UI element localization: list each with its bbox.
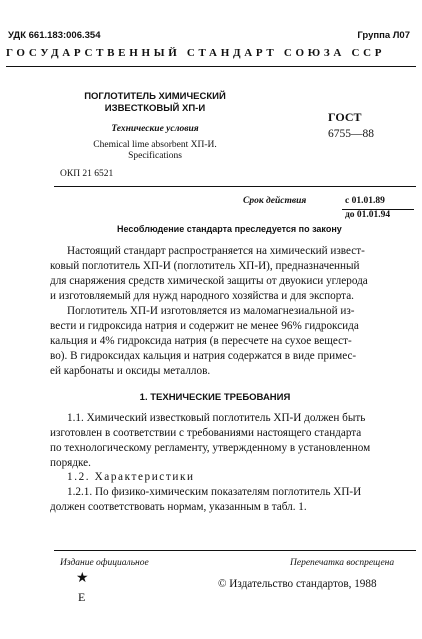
intro-p1-line1: Настоящий стандарт распространяется на химический извест- — [67, 245, 365, 257]
clause-1-1-line2: изготовлен в соответствии с требованиями настоящего стандарта — [50, 427, 362, 439]
english-title-line2: Specifications — [128, 151, 182, 161]
title-divider — [54, 186, 416, 187]
clause-1-1-line1: 1.1. Химический известковый поглотитель ХП-И должен быть — [67, 412, 366, 424]
standard-banner: ГОСУДАРСТВЕННЫЙ СТАНДАРТ СОЮЗА ССР — [6, 47, 386, 59]
intro-p2-line3: кальция и 4% гидроксида натрия (в пересчете на сухое вещест- — [50, 335, 352, 347]
english-title-line1: Chemical lime absorbent ХП-И. — [93, 140, 217, 150]
clause-1-1-line4: порядке. — [50, 457, 91, 469]
star-icon: ★ — [76, 571, 89, 586]
doc-title-line2: ИЗВЕСТКОВЫЙ ХП-И — [104, 103, 206, 114]
intro-p1-line3: для снаряжения средств химической защиты от двуокиси углерода — [50, 275, 368, 287]
validity-from: с 01.01.89 — [345, 196, 385, 206]
group-code: Группа Л07 — [357, 30, 410, 41]
udk-code: УДК 661.183:006.354 — [8, 30, 101, 41]
intro-p2-line1: Поглотитель ХП-И изготовляется из маломагнезиальной из- — [67, 305, 355, 317]
intro-p2-line2: вести и гидроксида натрия и содержит не менее 96% гидроксида — [50, 320, 359, 332]
clause-1-2-1-line2: должен соответствовать нормам, указанным в табл. 1. — [50, 501, 307, 513]
intro-p1-line2: ковый поглотитель ХП-И (поглотитель ХП-И), предназначенный — [50, 260, 360, 272]
clause-1-1-line3: по технологическому регламенту, утвержденному в установленном — [50, 442, 371, 454]
okp-code: ОКП 21 6521 — [60, 169, 114, 179]
clause-1-2: 1.2. Характеристики — [67, 471, 195, 483]
validity-to: до 01.01.94 — [345, 210, 391, 220]
clause-1-2-1-line1: 1.2.1. По физико-химическим показателям поглотитель ХП-И — [67, 486, 362, 498]
doc-title-line1: ПОГЛОТИТЕЛЬ ХИМИЧЕСКИЙ — [84, 91, 226, 102]
legal-notice: Несоблюдение стандарта преследуется по закону — [117, 224, 342, 234]
edition-letter: Е — [78, 590, 86, 604]
copyright-notice: © Издательство стандартов, 1988 — [218, 578, 377, 590]
intro-p2-line4: во). В гидроксидах кальция и натрия содержатся в виде примес- — [50, 350, 357, 362]
validity-label: Срок действия — [243, 196, 307, 206]
footer-divider — [54, 550, 416, 551]
gost-number: 6755—88 — [328, 128, 374, 140]
intro-p2-line5: ей карбонаты и оксиды металлов. — [50, 365, 211, 377]
gost-label: ГОСТ — [328, 110, 362, 124]
section-1-heading: 1. ТЕХНИЧЕСКИЕ ТРЕБОВАНИЯ — [139, 392, 291, 403]
official-edition-note: Издание официальное — [60, 558, 149, 568]
doc-subtitle: Технические условия — [111, 124, 199, 134]
header-divider — [6, 66, 416, 67]
intro-p1-line4: и изготовляемый для нужд народного хозяйства и для экспорта. — [50, 290, 354, 302]
reprint-prohibited-note: Перепечатка воспрещена — [290, 558, 395, 568]
